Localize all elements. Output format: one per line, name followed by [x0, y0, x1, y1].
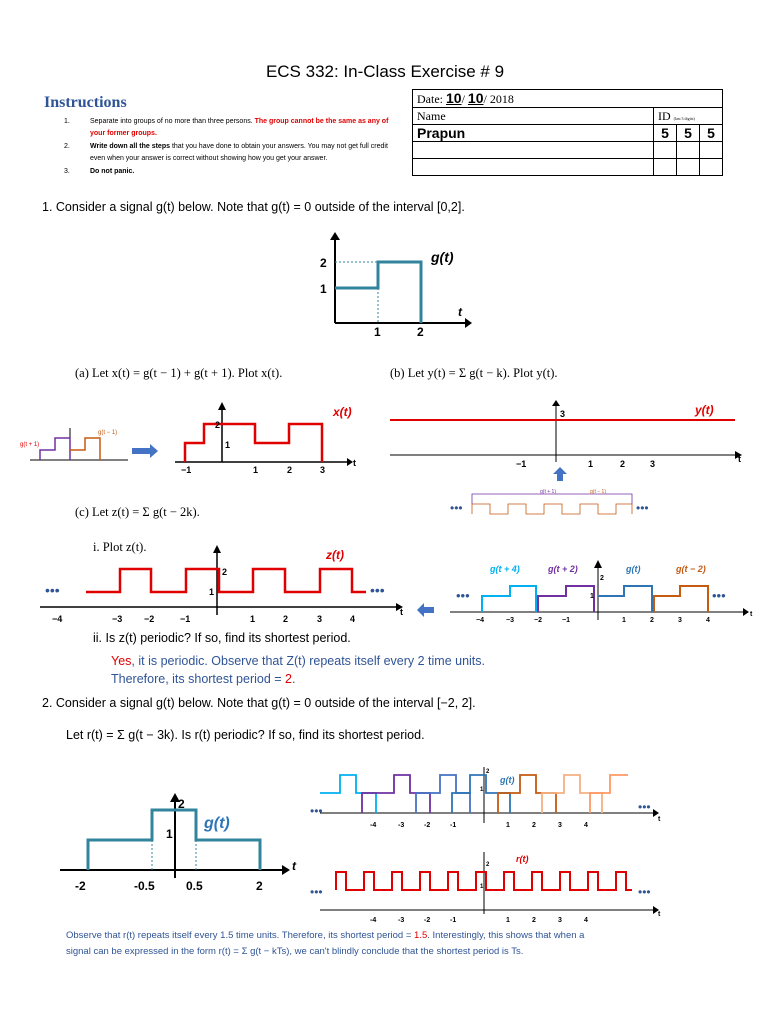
svg-text:-2: -2	[75, 879, 86, 893]
x-axis-arrow	[465, 318, 472, 328]
svg-text:1: 1	[166, 827, 173, 841]
svg-text:g(t + 1): g(t + 1)	[20, 442, 40, 448]
svg-text:•••: •••	[636, 501, 649, 515]
svg-text:t: t	[400, 607, 403, 617]
x-label: x(t)	[333, 405, 352, 419]
svg-text:2: 2	[486, 862, 490, 868]
svg-text:t: t	[658, 816, 661, 823]
svg-text:t: t	[353, 458, 356, 468]
q2-shifted-plot	[310, 765, 670, 835]
svg-text:2: 2	[256, 879, 263, 893]
svg-text:−3: −3	[112, 614, 123, 624]
svg-text:1: 1	[480, 787, 484, 793]
axis-label: t	[458, 305, 462, 319]
q2-r-plot	[310, 850, 670, 924]
svg-text:•••: •••	[45, 582, 60, 598]
svg-text:g(t − 1): g(t − 1)	[98, 430, 118, 436]
svg-text:4: 4	[350, 614, 356, 624]
svg-text:1: 1	[225, 440, 231, 450]
svg-text:−2: −2	[534, 617, 542, 624]
arrow-right-icon	[130, 443, 160, 459]
name-value[interactable]: Prapun	[413, 125, 654, 142]
page-title: ECS 332: In-Class Exercise # 9	[265, 62, 505, 81]
instruction-item: 3. Do not panic.	[64, 168, 135, 175]
plot-label: g(t)	[431, 249, 454, 265]
svg-text:1: 1	[250, 614, 256, 624]
q1-g-plot	[300, 228, 480, 338]
svg-text:t: t	[292, 859, 296, 873]
z-label: z(t)	[326, 548, 344, 562]
svg-text:−1: −1	[562, 617, 570, 624]
svg-text:2: 2	[600, 575, 604, 582]
svg-text:1: 1	[209, 587, 215, 597]
svg-text:t: t	[750, 611, 753, 618]
q2-note: Observe that r(t) repeats itself every 1.5 time units. Therefore, its shortest period = 1.5. Interestingly, this shows that when a signal can be expressed in the form r(t) = Σ g(t − kTs), we can't blindly conclude that the shortest period is Ts.	[66, 930, 585, 957]
svg-text:1: 1	[480, 884, 484, 890]
svg-text:•••: •••	[712, 588, 726, 603]
svg-text:-1: -1	[450, 822, 457, 829]
svg-text:-0.5: -0.5	[134, 879, 155, 893]
tick-y: 1	[320, 282, 327, 296]
part-b-text: (b) Let y(t) = Σ g(t − k). Plot y(t).	[390, 366, 558, 380]
svg-text:•••: •••	[456, 588, 470, 603]
svg-text:g(t − 2): g(t − 2)	[676, 564, 706, 574]
svg-text:g(t): g(t)	[626, 564, 641, 574]
svg-text:1: 1	[622, 617, 626, 624]
svg-text:3: 3	[558, 917, 562, 924]
tick-y: 2	[320, 256, 327, 270]
part-c-text: (c) Let z(t) = Σ g(t − 2k).	[75, 505, 200, 519]
svg-text:•••: •••	[310, 804, 323, 818]
svg-text:-4: -4	[370, 917, 377, 924]
z-shifted-plot	[450, 560, 765, 626]
answer-line-2: Therefore, its shortest period = 2.	[111, 672, 296, 686]
svg-text:•••: •••	[370, 582, 385, 598]
svg-text:2: 2	[178, 797, 185, 811]
svg-text:3: 3	[560, 409, 566, 419]
svg-text:2: 2	[620, 459, 626, 469]
x-ticks	[175, 460, 355, 480]
svg-text:1: 1	[506, 917, 510, 924]
svg-text:t: t	[738, 454, 741, 464]
blank-cell[interactable]	[413, 142, 654, 159]
y-small-plot	[450, 484, 660, 520]
instructions-list	[64, 116, 404, 180]
svg-text:−4: −4	[476, 617, 484, 624]
svg-text:-3: -3	[398, 822, 405, 829]
svg-text:g(t + 4): g(t + 4)	[490, 564, 520, 574]
z-ticks	[40, 610, 415, 626]
tick-x: 1	[374, 325, 381, 339]
part-c-ii-text: ii. Is z(t) periodic? If so, find its shortest period.	[93, 631, 351, 645]
tick-x: 2	[417, 325, 424, 339]
svg-text:2: 2	[222, 567, 228, 577]
svg-text:2: 2	[532, 917, 536, 924]
q2-g-plot	[60, 790, 300, 895]
y-label: y(t)	[695, 403, 714, 417]
svg-text:−4: −4	[52, 614, 63, 624]
svg-text:2: 2	[532, 822, 536, 829]
svg-text:1: 1	[590, 593, 594, 600]
svg-text:4: 4	[706, 617, 710, 624]
instructions-heading: Instructions	[44, 94, 127, 111]
svg-text:3: 3	[558, 822, 562, 829]
svg-text:4: 4	[584, 917, 588, 924]
answer-line-1: Yes, it is periodic. Observe that Z(t) repeats itself every 2 time units.	[111, 654, 486, 668]
name-label-cell: Name	[413, 108, 654, 125]
svg-text:g(t): g(t)	[500, 775, 515, 785]
info-table	[412, 89, 723, 176]
id-digit[interactable]: 5	[654, 125, 677, 142]
g-label: g(t)	[204, 815, 230, 832]
svg-text:-2: -2	[424, 822, 431, 829]
y-plot	[390, 400, 760, 480]
svg-text:g(t + 2): g(t + 2)	[548, 564, 578, 574]
svg-text:−2: −2	[144, 614, 155, 624]
id-label-cell: ID (last 3 digits)	[654, 108, 723, 125]
svg-text:-2: -2	[424, 917, 431, 924]
x-small-plot	[20, 420, 130, 470]
svg-text:−1: −1	[181, 465, 192, 475]
instruction-item: 2. Write down all the steps that you have done to obtain your answers. You may not get full credit even when your answer is correct without showing how you get your answer.	[64, 143, 388, 162]
svg-text:•••: •••	[638, 885, 651, 899]
svg-text:−1: −1	[180, 614, 191, 624]
svg-text:3: 3	[317, 614, 323, 624]
r-label: r(t)	[516, 854, 529, 864]
svg-text:2: 2	[287, 465, 293, 475]
svg-text:t: t	[658, 911, 661, 918]
svg-text:2: 2	[215, 420, 221, 430]
svg-text:1: 1	[506, 822, 510, 829]
id-digit[interactable]: 5	[677, 125, 700, 142]
arrow-up-icon	[552, 466, 568, 482]
svg-text:−3: −3	[506, 617, 514, 624]
svg-text:3: 3	[320, 465, 326, 475]
arrow-left-icon	[416, 603, 436, 617]
svg-text:4: 4	[584, 822, 588, 829]
q1-text: 1. Consider a signal g(t) below. Note that g(t) = 0 outside of the interval [0,2].	[42, 200, 465, 214]
svg-text:g(t + 1): g(t + 1)	[540, 489, 556, 495]
svg-text:•••: •••	[310, 885, 323, 899]
svg-text:2: 2	[650, 617, 654, 624]
svg-text:1: 1	[253, 465, 259, 475]
svg-text:-3: -3	[398, 917, 405, 924]
svg-text:g(t − 1): g(t − 1)	[590, 489, 606, 495]
instruction-item: 1. Separate into groups of no more than three persons. The group cannot be the same as any of your former groups.	[64, 118, 389, 137]
part-a-text: (a) Let x(t) = g(t − 1) + g(t + 1). Plot x(t).	[75, 366, 283, 380]
svg-text:3: 3	[650, 459, 656, 469]
date-cell: Date: 10/ 10/ 2018	[413, 90, 723, 108]
svg-text:3: 3	[678, 617, 682, 624]
q2-text: 2. Consider a signal g(t) below. Note that g(t) = 0 outside of the interval [−2, 2].	[42, 696, 476, 710]
blank-cell[interactable]	[413, 159, 654, 176]
part-c-i-text: i. Plot z(t).	[93, 540, 147, 554]
svg-text:−1: −1	[516, 459, 527, 469]
svg-text:•••: •••	[638, 800, 651, 814]
svg-text:2: 2	[283, 614, 289, 624]
svg-text:-1: -1	[450, 917, 457, 924]
q2-text-2: Let r(t) = Σ g(t − 3k). Is r(t) periodic? If so, find its shortest period.	[66, 728, 425, 742]
svg-text:2: 2	[486, 769, 490, 775]
svg-text:1: 1	[588, 459, 594, 469]
svg-text:-4: -4	[370, 822, 377, 829]
y-axis-arrow	[330, 232, 340, 240]
svg-text:•••: •••	[450, 501, 463, 515]
svg-text:0.5: 0.5	[186, 879, 203, 893]
id-digit[interactable]: 5	[700, 125, 723, 142]
